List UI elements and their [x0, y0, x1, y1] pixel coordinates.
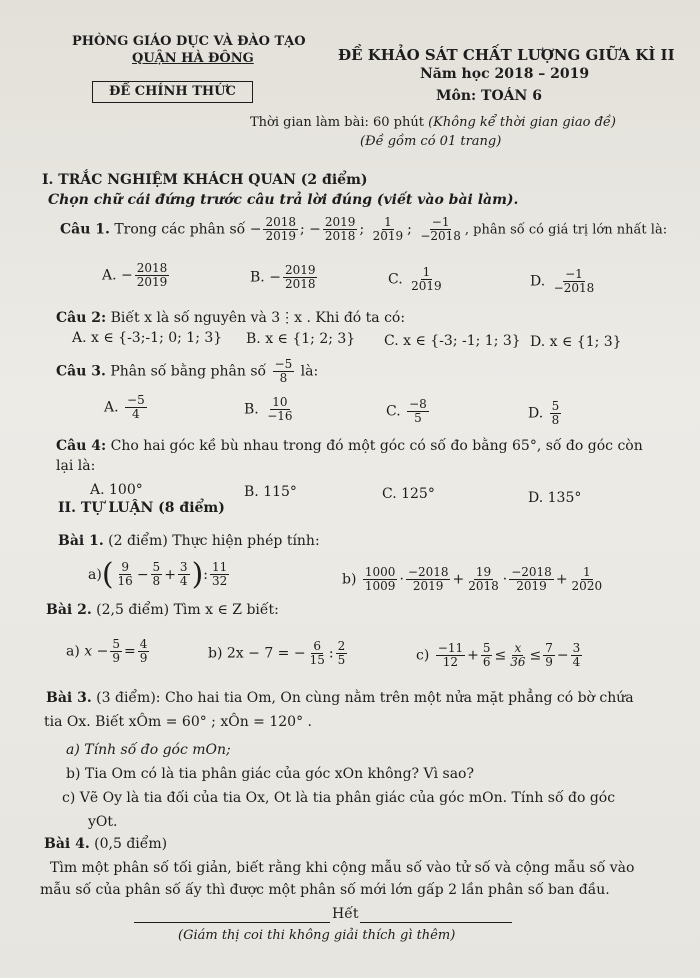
department-name: PHÒNG GIÁO DỤC VÀ ĐÀO TẠO: [72, 34, 306, 49]
exercise-3b: b) Tia Om có là tia phân giác của góc xOn không? Vì sao?: [66, 766, 474, 782]
fraction: $\frac{1}{2019}$: [372, 215, 404, 244]
school-year: Năm học 2018 – 2019: [420, 66, 590, 82]
divider-left: [134, 922, 330, 923]
exercise-3c: c) Vẽ Oy là tia đối của tia Ox, Ot là tia phân giác của góc mOn. Tính số đo góc: [62, 790, 616, 806]
question-2: Câu 2: Biết x là số nguyên và 3⋮x . Khi đó ta có:: [56, 310, 406, 326]
exercise-4-body-1: Tìm một phân số tối giản, biết rằng khi cộng mẫu số vào tử số và cộng mẫu số vào: [50, 860, 635, 876]
exercise-1: Bài 1. (2 điểm) Thực hiện phép tính:: [58, 533, 320, 549]
subject: Môn: TOÁN 6: [436, 88, 542, 104]
question-4-cont: lại là:: [56, 458, 96, 474]
q1-option-a: A. − $\frac{2018}{2019}$: [102, 261, 168, 290]
divider-right: [360, 922, 512, 923]
part1-title: I. TRẮC NGHIỆM KHÁCH QUAN (2 điểm): [42, 172, 368, 188]
q3-option-c: C. $\frac{-8}{5}$: [386, 397, 427, 426]
proctor-note: (Giám thị coi thi không giải thích gì thêm): [178, 928, 456, 943]
time-limit: Thời gian làm bài: 60 phút (Không kể thời gian giao đề): [250, 115, 616, 130]
exercise-2c: c) $\frac{-11}{12}$ + $\frac{5}{6}$ ≤ $\frac{x}{36}$ ≤ $\frac{7}{9}$ − $\frac{3}{4}$: [416, 641, 581, 670]
exercise-4-body-2: mẫu số của phân số ấy thì được một phân số mới lớn gấp 2 lần phân số ban đầu.: [40, 882, 610, 898]
exercise-3-cont: tia Ox. Biết xÔm = 60° ; xÔn = 120° .: [44, 714, 312, 730]
official-exam-stamp: ĐỀ CHÍNH THỨC: [92, 81, 253, 103]
q2-option-a: A. x ∈ {-3;-1; 0; 1; 3}: [72, 330, 223, 346]
q3-option-d: D. $\frac{5}{8}$: [528, 399, 560, 428]
q2-option-b: B. x ∈ {1; 2; 3}: [246, 331, 356, 347]
exercise-3c-cont: yOt.: [88, 814, 118, 830]
exercise-3: Bài 3. (3 điểm): Cho hai tia Om, On cùng nằm trên một nửa mặt phẳng có bờ chứa: [46, 690, 634, 706]
exercise-1a: a)( $\frac{9}{16}$ − $\frac{5}{8}$ + $\frac{3}{4}$ ): $\frac{11}{32}$: [88, 557, 228, 592]
q4-option-d: D. 135°: [528, 490, 582, 506]
exercise-2b: b) 2x − 7 = − $\frac{6}{15}$ : $\frac{2}{5}$: [208, 639, 346, 668]
fraction: $\frac{-1}{-2018}$: [420, 215, 461, 244]
q1-option-c: C. $\frac{1}{2019}$: [388, 265, 442, 294]
q4-option-b: B. 115°: [244, 484, 297, 500]
q1-option-d: D. $\frac{-1}{-2018}$: [530, 267, 595, 296]
page-count: (Đề gồm có 01 trang): [360, 134, 502, 149]
q3-option-b: B. $\frac{10}{-16}$: [244, 395, 293, 424]
exercise-1b: b) $\frac{1000}{1009}$ · $\frac{-2018}{2019}$ + $\frac{19}{2018}$ · $\frac{-2018}{2019}$ + $\frac{1}{2020}$: [342, 565, 603, 594]
q4-option-c: C. 125°: [382, 486, 435, 502]
exercise-4: Bài 4. (0,5 điểm): [44, 836, 168, 852]
question-1: Câu 1. Trong các phân số − $\frac{2018}{2019}$ ; − $\frac{2019}{2018}$ ; $\frac{1}{2019}$ ; $\frac{-1}{-2018}$ , phân số có giá trị lớn nhất là:: [60, 215, 668, 244]
q3-option-a: A. $\frac{-5}{4}$: [104, 393, 145, 422]
q1-option-b: B. − $\frac{2019}{2018}$: [250, 263, 316, 292]
exercise-2: Bài 2. (2,5 điểm) Tìm x ∈ Z biết:: [46, 602, 279, 618]
fraction: $\frac{2019}{2018}$: [324, 215, 356, 244]
part1-instruction: Chọn chữ cái đứng trước câu trả lời đúng (viết vào bài làm).: [48, 192, 519, 208]
part2-title: II. TỰ LUẬN (8 điểm): [58, 500, 225, 516]
q2-option-c: C. x ∈ {-3; -1; 1; 3}: [384, 333, 521, 349]
q2-option-d: D. x ∈ {1; 3}: [530, 334, 622, 350]
question-4: Câu 4: Cho hai góc kề bù nhau trong đó một góc có số đo bằng 65°, số đo góc còn: [56, 438, 643, 454]
exercise-3a: a) Tính số đo góc mOn;: [66, 742, 231, 758]
end-marker: Hết: [332, 906, 359, 922]
district-name: QUẬN HÀ ĐÔNG: [132, 51, 254, 66]
question-3: Câu 3. Phân số bằng phân số $\frac{-5}{8}$ là:: [56, 357, 319, 386]
q4-option-a: A. 100°: [90, 482, 143, 498]
exam-title: ĐỀ KHẢO SÁT CHẤT LƯỢNG GIỮA KÌ II: [338, 46, 675, 64]
exercise-2a: a) x − $\frac{5}{9}$ = $\frac{4}{9}$: [66, 637, 148, 666]
fraction: $\frac{2018}{2019}$: [265, 215, 296, 244]
